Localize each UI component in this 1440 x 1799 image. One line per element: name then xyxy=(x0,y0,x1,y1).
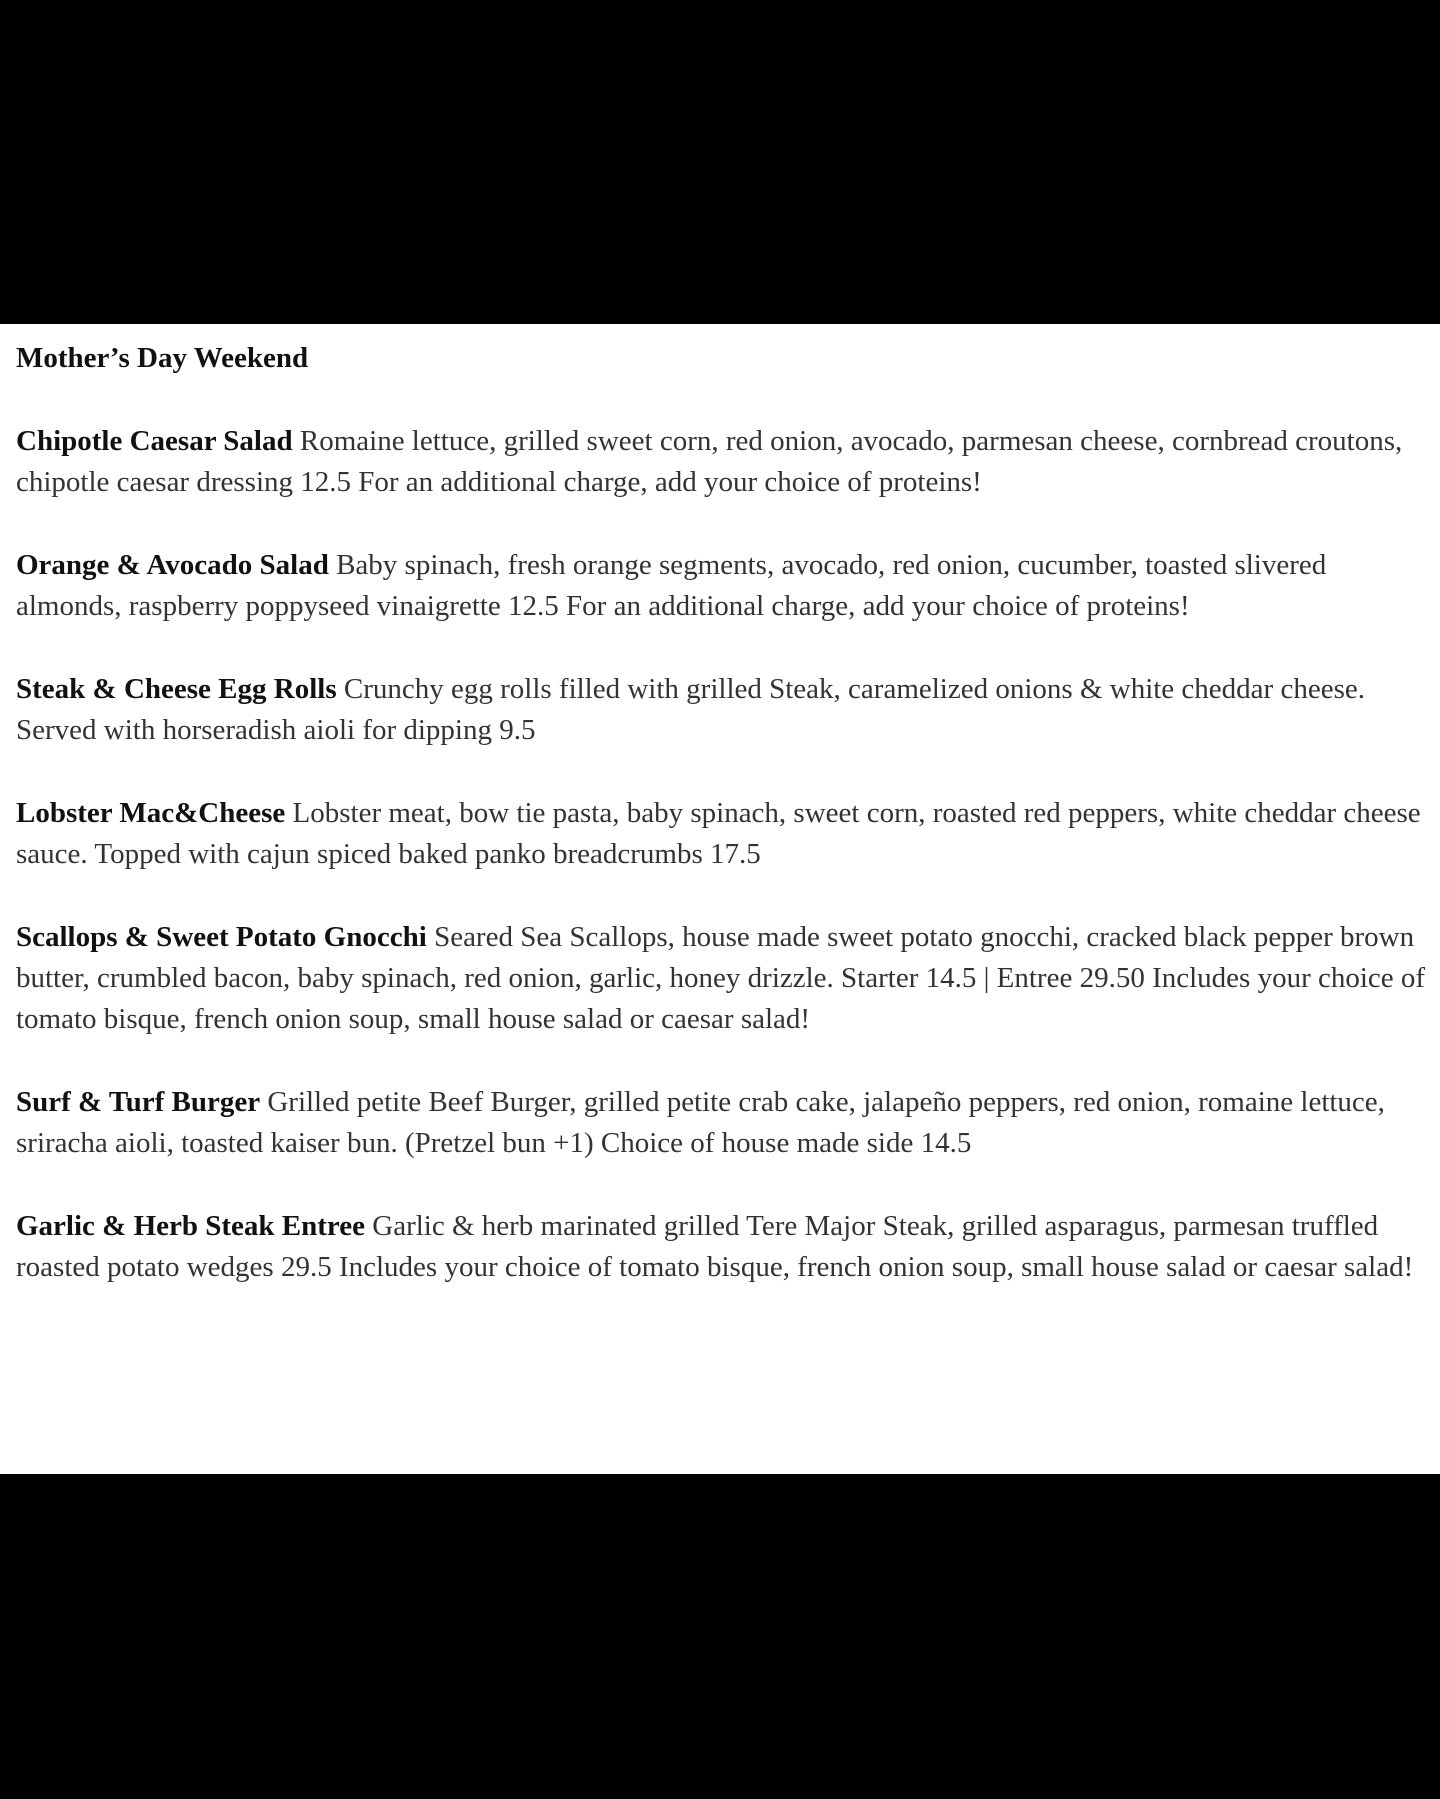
item-name: Orange & Avocado Salad xyxy=(16,549,329,581)
menu-item xyxy=(16,1206,1432,1288)
item-description: Seared Sea Scallops, house made sweet potato gnocchi, cracked black pepper brown butter, crumbled bacon, baby spinach, red onion, garlic, honey drizzle. Starter 14.5 | Entree 29.50 Includes your choice of tomato bisque, french onion soup, small house salad or caesar salad! xyxy=(16,921,1426,1035)
menu-page xyxy=(0,324,1440,1474)
menu-item xyxy=(16,669,1432,751)
item-description: Romaine lettuce, grilled sweet corn, red onion, avocado, parmesan cheese, cornbread croutons, chipotle caesar dressing 12.5 For an additional charge, add your choice of proteins! xyxy=(16,425,1403,498)
menu-title: Mother’s Day Weekend xyxy=(16,342,309,374)
menu-item xyxy=(16,545,1432,627)
item-name: Chipotle Caesar Salad xyxy=(16,425,293,457)
item-name: Lobster Mac&Cheese xyxy=(16,797,286,829)
menu-item xyxy=(16,917,1432,1040)
item-description: Crunchy egg rolls filled with grilled Steak, caramelized onions & white cheddar cheese. Served with horseradish aioli for dipping 9.5 xyxy=(16,673,1365,746)
item-description: Lobster meat, bow tie pasta, baby spinach, sweet corn, roasted red peppers, white cheddar cheese sauce. Topped with cajun spiced baked panko breadcrumbs 17.5 xyxy=(16,797,1421,870)
bottom-black-bar xyxy=(0,1474,1440,1799)
menu-item xyxy=(16,421,1432,503)
menu-item xyxy=(16,793,1432,875)
item-name: Surf & Turf Burger xyxy=(16,1086,261,1118)
item-description: Baby spinach, fresh orange segments, avocado, red onion, cucumber, toasted slivered almonds, raspberry poppyseed vinaigrette 12.5 For an additional charge, add your choice of proteins! xyxy=(16,549,1327,622)
top-black-bar xyxy=(0,0,1440,324)
item-name: Steak & Cheese Egg Rolls xyxy=(16,673,337,705)
menu-item xyxy=(16,1082,1432,1164)
item-name: Garlic & Herb Steak Entree xyxy=(16,1210,366,1242)
item-name: Scallops & Sweet Potato Gnocchi xyxy=(16,921,427,953)
item-description: Garlic & herb marinated grilled Tere Major Steak, grilled asparagus, parmesan truffled roasted potato wedges 29.5 Includes your choice of tomato bisque, french onion soup, small house salad or caesar salad! xyxy=(16,1210,1414,1283)
item-description: Grilled petite Beef Burger, grilled petite crab cake, jalapeño peppers, red onion, romaine lettuce, sriracha aioli, toasted kaiser bun. (Pretzel bun +1) Choice of house made side 14.5 xyxy=(16,1086,1385,1159)
